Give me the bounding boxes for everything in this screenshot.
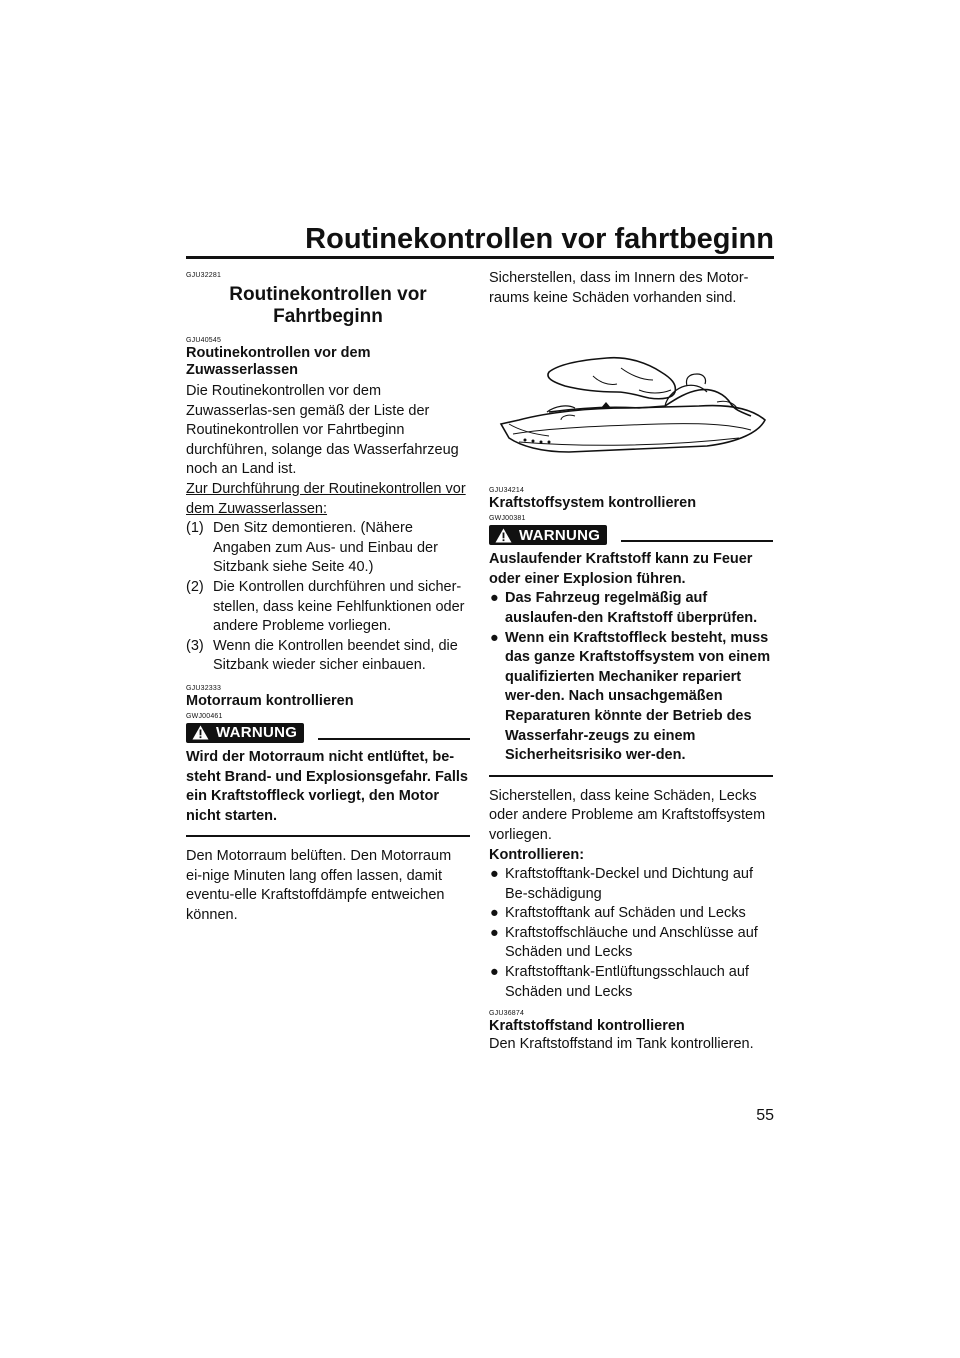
warning-header bbox=[186, 723, 470, 743]
section-text: Den Kraftstoffstand im Tank kontrollieren. bbox=[489, 1036, 754, 1053]
warning-code: GWJ00461 bbox=[186, 712, 223, 720]
warning-text: Auslaufender Kraftstoff kann zu Feuer oder einer Explosion führen. bbox=[489, 551, 753, 587]
right-column bbox=[489, 272, 773, 1055]
section-code: GJU32333 bbox=[186, 684, 222, 692]
bullet-dot-icon: ● bbox=[490, 924, 499, 941]
section-text: Den Motorraum belüften. Den Motorraum ei-nige Minuten lang offen lassen, damit eventu-elle Kraftstoffdämpfe entweichen können. bbox=[186, 848, 452, 924]
warning-label: WARNUNG bbox=[216, 724, 298, 742]
jetski-seat-removal-illustration bbox=[489, 320, 773, 475]
section-title: Routinekontrollen vor dem Zuwasserlassen bbox=[186, 345, 371, 378]
step-number: (1) bbox=[186, 520, 204, 537]
step-number: (3) bbox=[186, 637, 204, 654]
bullet-text: Kraftstofftank-Entlüftungsschlauch auf Schäden und Lecks bbox=[505, 964, 749, 1000]
warning-header bbox=[489, 525, 773, 545]
warning-bullet bbox=[489, 629, 773, 766]
warning-rule bbox=[318, 738, 470, 740]
bullet-dot-icon: ● bbox=[490, 964, 499, 981]
warning-bullet bbox=[489, 589, 773, 628]
step-text: Den Sitz demontieren. (Nähere Angaben zum Aus- und Einbau der Sitzbank siehe Seite 40.) bbox=[213, 520, 438, 576]
warning-triangle-icon bbox=[495, 528, 512, 543]
section-text: Sicherstellen, dass keine Schäden, Lecks oder andere Probleme am Kraftstoffsystem vorliegen. bbox=[489, 787, 766, 843]
bullet-dot-icon: ● bbox=[490, 590, 499, 607]
page-number: 55 bbox=[756, 1107, 774, 1124]
warning-rule bbox=[621, 540, 773, 542]
section-title: Kraftstoffsystem kontrollieren bbox=[489, 495, 697, 512]
section-text: Die Routinekontrollen vor dem Zuwasserlas-sen gemäß der Liste der Routinekontrollen vor Fahrtbeginn durchführen, solange das Wasserfahrzeug noch an Land ist. bbox=[186, 383, 459, 478]
bullet-dot-icon: ● bbox=[490, 866, 499, 883]
check-label: Kontrollieren: bbox=[489, 846, 585, 863]
section-instruction-heading: Zur Durchführung der Routinekontrollen vor dem Zuwasserlassen: bbox=[186, 480, 466, 517]
section-code: GJU34214 bbox=[489, 487, 525, 495]
warning-code: GWJ00381 bbox=[489, 515, 526, 523]
warning-badge bbox=[489, 525, 607, 545]
warning-badge bbox=[186, 723, 304, 743]
warning-triangle-icon bbox=[192, 725, 209, 740]
step-text: Wenn die Kontrollen beendet sind, die Sitzbank wieder sicher einbauen. bbox=[213, 637, 458, 674]
bullet-text: Das Fahrzeug regelmäßig auf auslaufen-den Kraftstoff überprüfen. bbox=[505, 590, 758, 626]
warning-end-rule bbox=[186, 835, 470, 837]
left-column bbox=[186, 272, 470, 926]
section-text: Sicherstellen, dass im Innern des Motor-raums keine Schäden vorhanden sind. bbox=[489, 270, 749, 306]
step-item bbox=[186, 637, 470, 676]
section-code: GJU32281 bbox=[186, 272, 222, 279]
jetski-illustration bbox=[489, 320, 773, 470]
check-item bbox=[489, 904, 773, 924]
section-code: GJU36874 bbox=[489, 1010, 525, 1018]
chapter-title: Routinekontrollen vor Fahrtbeginn bbox=[229, 284, 427, 327]
step-item bbox=[186, 519, 470, 578]
check-item bbox=[489, 963, 773, 1002]
header-rule bbox=[186, 256, 774, 259]
step-text: Die Kontrollen durchführen und sicher-stellen, dass keine Fehlfunktionen oder andere Probleme vorliegen. bbox=[213, 578, 465, 635]
step-number: (2) bbox=[186, 578, 204, 595]
step-item bbox=[186, 578, 470, 637]
bullet-dot-icon: ● bbox=[490, 905, 499, 922]
check-item bbox=[489, 924, 773, 963]
check-item bbox=[489, 865, 773, 904]
section-code: GJU40545 bbox=[186, 337, 222, 344]
warning-text: Wird der Motorraum nicht entlüftet, be-steht Brand- und Explosionsgefahr. Falls ein Kraftstoffleck vorliegt, den Motor nicht starten. bbox=[186, 748, 468, 824]
section-title: Motorraum kontrollieren bbox=[186, 692, 354, 709]
bullet-text: Kraftstoffschläuche und Anschlüsse auf Schäden und Lecks bbox=[505, 924, 758, 961]
section-title: Kraftstoffstand kontrollieren bbox=[489, 1018, 685, 1035]
bullet-dot-icon: ● bbox=[490, 629, 499, 646]
bullet-text: Wenn ein Kraftstoffleck besteht, muss das ganze Kraftstoffsystem von einem qualifizierten Mechaniker repariert wer-den. Nach unsachgemäßen Reparaturen könnte der Betrieb des Wasserfahr-zeugs zu einem Sicherheitsrisiko wer-den. bbox=[505, 629, 771, 764]
page-header-title: Routinekontrollen vor fahrtbeginn bbox=[305, 223, 774, 255]
warning-end-rule bbox=[489, 775, 773, 777]
bullet-text: Kraftstofftank auf Schäden und Lecks bbox=[505, 905, 746, 922]
warning-label: WARNUNG bbox=[519, 526, 601, 544]
bullet-text: Kraftstofftank-Deckel und Dichtung auf Be-schädigung bbox=[505, 866, 753, 902]
